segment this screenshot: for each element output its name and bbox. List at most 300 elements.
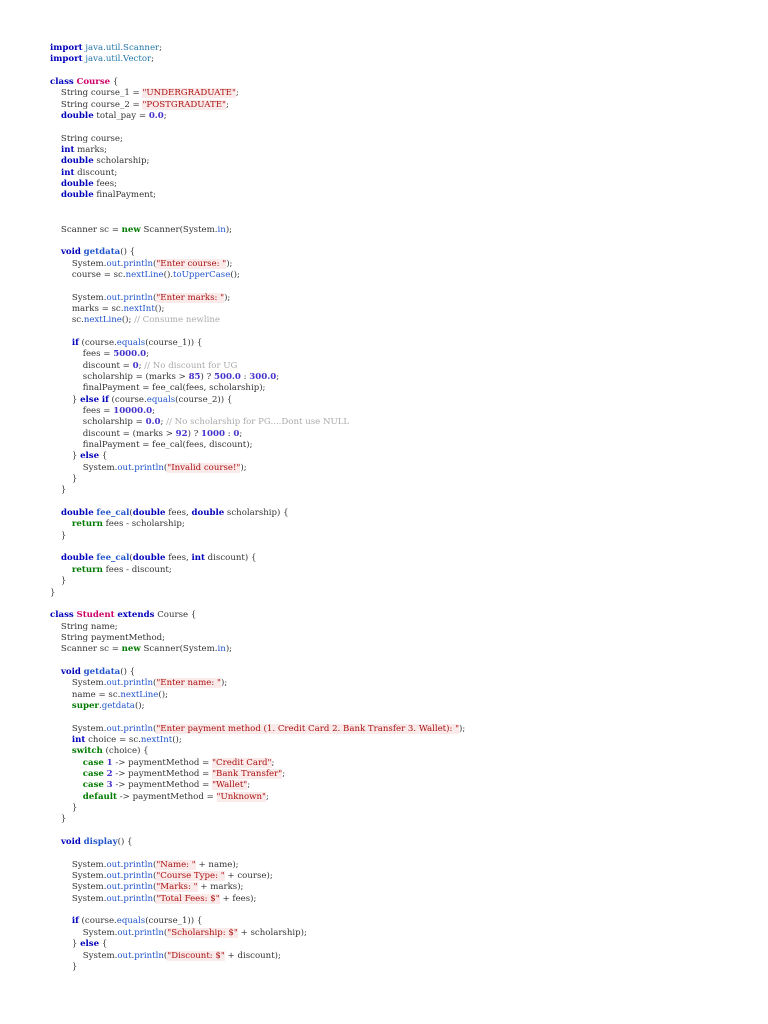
code-line — [50, 644, 465, 655]
code-token: double — [60, 190, 94, 201]
code-token: (). — [163, 269, 174, 280]
code-line — [50, 361, 465, 372]
code-token: int — [191, 553, 205, 564]
code-token: 3 — [106, 780, 113, 791]
code-token: Scanner(System. — [140, 644, 218, 655]
code-token: } — [50, 814, 67, 825]
code-line — [50, 588, 465, 599]
code-line — [50, 690, 465, 701]
code-token: System. — [50, 859, 107, 870]
code-token: double — [60, 553, 94, 564]
code-token: getdata — [101, 700, 135, 711]
code-token: discount = — [50, 360, 133, 371]
code-token: Student — [76, 610, 115, 621]
code-token: out — [106, 893, 121, 904]
code-token: System. — [50, 927, 118, 938]
code-token — [50, 519, 72, 529]
code-token: "Course Type: " — [156, 871, 225, 882]
code-token: System. — [50, 882, 107, 893]
code-line — [50, 701, 465, 712]
code-token: : — [224, 428, 234, 439]
code-token: println — [123, 678, 153, 689]
code-line — [50, 270, 465, 281]
code-token: nextLine — [120, 689, 159, 700]
code-token: scholarship = — [50, 417, 146, 428]
code-token: else — [80, 451, 100, 462]
code-token: fees - discount; — [102, 564, 172, 575]
code-token: out — [117, 927, 132, 938]
code-token: "Enter course: " — [156, 258, 227, 269]
code-token: } — [50, 587, 56, 598]
code-token: else — [80, 394, 100, 405]
code-token: case — [82, 769, 104, 779]
code-token: ; — [159, 43, 163, 53]
code-token: switch — [71, 746, 103, 757]
code-token: String name; — [50, 621, 118, 632]
code-line — [50, 882, 465, 893]
code-token: if — [71, 337, 79, 348]
code-token: . — [131, 462, 135, 473]
code-token: int — [60, 145, 75, 156]
code-token: println — [123, 258, 153, 269]
code-token: case — [82, 780, 104, 791]
code-line — [50, 746, 465, 757]
code-token: // Consume newline — [134, 315, 220, 326]
code-token: 1 — [106, 757, 113, 768]
code-token: if — [71, 916, 79, 927]
code-token: (course. — [78, 337, 117, 348]
code-token — [50, 780, 83, 790]
code-token: Scanner sc = — [50, 644, 122, 655]
code-token — [50, 247, 61, 257]
code-token: ; — [266, 791, 269, 802]
code-token — [50, 553, 61, 563]
code-token: if — [101, 394, 109, 405]
code-token: ; — [138, 360, 145, 371]
code-token: out — [106, 859, 121, 870]
code-token: // No discount for UG — [144, 360, 238, 371]
code-line — [50, 293, 465, 304]
code-token: System. — [50, 292, 107, 303]
code-line — [50, 508, 465, 519]
code-token: println — [134, 927, 164, 938]
code-token: equals — [116, 337, 146, 348]
code-line — [50, 451, 465, 462]
code-token: class — [50, 610, 74, 621]
code-token: 10000.0 — [113, 406, 153, 416]
code-token: 2 — [106, 769, 113, 779]
code-token: (); — [121, 315, 135, 326]
code-token: double — [60, 111, 94, 122]
code-token — [50, 508, 61, 518]
code-token: ; — [276, 371, 280, 382]
code-token: (); — [154, 303, 165, 314]
code-token: import — [50, 43, 83, 53]
code-token: } — [50, 939, 81, 950]
code-token: () { — [120, 247, 136, 258]
code-token: { — [110, 77, 119, 88]
code-token: . — [120, 859, 124, 870]
code-token: . — [120, 893, 124, 904]
code-token: ) ? — [187, 428, 202, 439]
code-token: double — [191, 508, 225, 519]
code-token: total_pay = — [93, 111, 149, 122]
code-token: } — [50, 803, 78, 814]
code-token: ( — [152, 882, 157, 893]
code-token: in — [217, 224, 226, 235]
code-line — [50, 497, 465, 508]
code-token: -> paymentMethod = — [112, 780, 213, 791]
code-token: out — [117, 950, 132, 961]
code-token: ; — [146, 349, 150, 360]
code-line — [50, 395, 465, 406]
code-line — [50, 599, 465, 610]
code-token: ( — [152, 258, 157, 269]
code-token: + fees); — [219, 893, 257, 904]
code-line — [50, 485, 465, 496]
code-token: "Discount: $" — [167, 950, 225, 961]
code-token: discount; — [74, 167, 118, 178]
code-line — [50, 633, 465, 644]
code-line — [50, 281, 465, 292]
code-line — [50, 792, 465, 803]
code-token: void — [60, 247, 81, 258]
code-line — [50, 88, 465, 99]
code-line — [50, 66, 465, 77]
code-token: new — [121, 224, 141, 235]
code-token: nextInt — [123, 303, 155, 314]
code-token: (); — [172, 734, 182, 745]
code-token: marks; — [74, 145, 108, 156]
code-token: "POSTGRADUATE" — [142, 99, 226, 110]
code-token: println — [123, 882, 153, 893]
code-token — [50, 190, 61, 200]
code-token: ; — [271, 757, 275, 768]
code-token: double — [60, 508, 94, 519]
code-line — [50, 519, 465, 530]
code-token: else — [80, 939, 100, 950]
code-token: } — [50, 576, 67, 587]
code-token: (course. — [108, 394, 147, 405]
code-line — [50, 383, 465, 394]
code-token: } — [50, 961, 78, 972]
code-token: ( — [152, 292, 157, 303]
code-token: (); — [158, 689, 168, 700]
code-token — [50, 792, 83, 802]
code-token: out — [106, 258, 121, 269]
code-line — [50, 349, 465, 360]
code-line — [50, 429, 465, 440]
code-line — [50, 111, 465, 122]
code-token: double — [60, 156, 94, 167]
code-token: ) ? — [200, 371, 214, 382]
code-token: ; — [235, 88, 239, 99]
code-line — [50, 758, 465, 769]
code-token: toUpperCase — [173, 269, 231, 280]
code-token — [50, 156, 61, 166]
code-token: ( — [152, 723, 157, 734]
code-token: "Enter marks: " — [156, 292, 225, 303]
code-token: { — [99, 451, 108, 462]
code-line — [50, 656, 465, 667]
code-line — [50, 327, 465, 338]
code-line — [50, 826, 465, 837]
code-token: System. — [50, 258, 107, 269]
code-token: (course. — [78, 916, 117, 927]
code-token: display — [83, 837, 118, 848]
code-token: nextInt — [140, 734, 173, 745]
code-line — [50, 712, 465, 723]
code-token: "Wallet" — [212, 780, 248, 791]
code-token: + name); — [195, 859, 239, 870]
code-token — [50, 338, 72, 348]
code-token: "Credit Card" — [212, 757, 272, 768]
code-line — [50, 860, 465, 871]
code-token: ( — [163, 462, 168, 473]
code-token: int — [71, 734, 86, 745]
code-token: (course_2)) { — [175, 394, 233, 405]
code-line — [50, 304, 465, 315]
code-token — [50, 735, 72, 745]
code-token: -> paymentMethod = — [112, 757, 213, 768]
code-token: scholarship; — [93, 156, 150, 167]
code-token: println — [134, 462, 164, 473]
code-token: } — [50, 530, 67, 541]
code-token — [50, 837, 61, 847]
code-token: out — [106, 871, 121, 882]
code-line — [50, 190, 465, 201]
code-token: ); — [220, 678, 228, 689]
code-token: // No scholarship for PG....Dont use NULL — [166, 417, 350, 428]
code-token: ); — [459, 723, 466, 734]
code-line — [50, 77, 465, 88]
code-token — [50, 916, 72, 926]
code-token: Course — [76, 77, 111, 88]
code-token: } — [50, 485, 67, 496]
code-token: String course; — [50, 133, 123, 144]
code-token: . — [120, 292, 124, 303]
code-token: nextLine — [125, 269, 164, 280]
code-token: println — [123, 871, 153, 882]
code-token: import — [50, 54, 83, 65]
code-token: Scanner(System. — [140, 224, 218, 235]
code-token: java.util.Vector — [85, 54, 152, 65]
code-token: ( — [152, 893, 157, 904]
code-line — [50, 406, 465, 417]
code-line — [50, 553, 465, 564]
code-token: fees - scholarship; — [102, 519, 185, 530]
code-token: ( — [129, 508, 133, 519]
code-token: out — [106, 292, 121, 303]
code-token: ( — [152, 678, 157, 689]
code-line — [50, 259, 465, 270]
code-token — [50, 746, 72, 756]
code-token: getdata — [83, 247, 121, 258]
code-token: (); — [134, 700, 145, 711]
code-token: ; — [225, 99, 229, 110]
code-token: choice = sc. — [85, 734, 141, 745]
code-token: 300.0 — [249, 371, 277, 382]
code-token: . — [120, 678, 124, 689]
code-token: "Scholarship: $" — [167, 927, 238, 938]
code-token: "Enter name: " — [156, 678, 221, 689]
code-token: System. — [50, 678, 107, 689]
code-token: String course_2 = — [50, 99, 143, 110]
code-token — [50, 145, 61, 155]
code-token: "UNDERGRADUATE" — [142, 88, 236, 99]
code-line — [50, 871, 465, 882]
code-token: "Bank Transfer" — [212, 769, 283, 779]
code-token — [50, 111, 61, 121]
code-token: course = sc. — [50, 269, 126, 280]
code-token — [50, 667, 61, 677]
code-line — [50, 916, 465, 927]
code-line — [50, 951, 465, 962]
code-token: println — [134, 950, 164, 961]
code-token: java.util.Scanner — [85, 43, 160, 53]
code-token: ); — [226, 258, 233, 269]
code-token: ); — [240, 462, 247, 473]
code-token: + marks); — [197, 882, 244, 893]
code-token: : — [240, 371, 250, 382]
code-line — [50, 168, 465, 179]
code-token: fee_cal — [96, 508, 130, 519]
code-token: extends — [117, 610, 155, 621]
code-token: + discount); — [224, 950, 281, 961]
code-line — [50, 43, 465, 54]
code-token: finalPayment = fee_cal(fees, discount); — [50, 440, 253, 451]
code-token: "Invalid course!" — [167, 462, 241, 473]
code-token: "Name: " — [156, 859, 196, 870]
code-line — [50, 576, 465, 587]
code-token: double — [132, 553, 166, 564]
code-token: . — [131, 927, 135, 938]
code-line — [50, 236, 465, 247]
code-line — [50, 179, 465, 190]
code-token: 0 — [233, 428, 240, 439]
code-token: ; — [160, 417, 167, 428]
code-token: class — [50, 77, 74, 88]
code-token: println — [123, 893, 153, 904]
code-token: ; — [247, 780, 251, 791]
code-token: scholarship) { — [224, 508, 289, 519]
code-token: System. — [50, 893, 107, 904]
code-token: + course); — [224, 871, 273, 882]
code-token: ; — [152, 406, 155, 416]
code-line — [50, 474, 465, 485]
code-line — [50, 440, 465, 451]
code-token: 0.0 — [148, 111, 164, 122]
code-token: scholarship = (marks > — [50, 371, 189, 382]
code-token: ); — [225, 224, 233, 235]
code-line — [50, 939, 465, 950]
code-line — [50, 803, 465, 814]
code-token: (course_1)) { — [145, 337, 203, 348]
code-token: sc. — [50, 315, 84, 326]
code-token: ; — [282, 769, 286, 779]
code-token: finalPayment = fee_cal(fees, scholarship); — [50, 383, 266, 394]
code-line — [50, 848, 465, 859]
code-line — [50, 145, 465, 156]
code-token: Scanner sc = — [50, 224, 122, 235]
code-token: . — [131, 950, 135, 961]
code-line — [50, 780, 465, 791]
code-token: fees = — [50, 349, 114, 360]
code-line — [50, 724, 465, 735]
code-token: } — [50, 474, 78, 485]
code-line — [50, 417, 465, 428]
code-token: fees; — [93, 179, 118, 190]
code-token: 1000 — [201, 428, 225, 439]
code-token — [50, 168, 61, 178]
code-token — [50, 701, 72, 711]
code-line — [50, 610, 465, 621]
code-token: System. — [50, 462, 118, 473]
code-token: marks = sc. — [50, 303, 124, 314]
code-token: ); — [224, 292, 231, 303]
code-token: 5000.0 — [113, 349, 147, 360]
code-token: nextLine — [83, 315, 122, 326]
code-line — [50, 678, 465, 689]
code-token: + scholarship); — [237, 927, 307, 938]
code-line — [50, 202, 465, 213]
code-token: println — [123, 723, 153, 734]
code-token: (choice) { — [102, 746, 149, 757]
code-token: ( — [152, 859, 157, 870]
code-line — [50, 247, 465, 258]
code-token: (); — [230, 269, 240, 280]
code-token: fees = — [50, 406, 114, 416]
code-listing — [50, 43, 465, 973]
code-line — [50, 100, 465, 111]
code-token: super — [71, 700, 99, 711]
code-token: return — [71, 564, 103, 575]
code-token: default — [82, 791, 118, 802]
code-line — [50, 905, 465, 916]
code-token — [50, 758, 83, 768]
code-line — [50, 735, 465, 746]
code-token: 92 — [175, 428, 188, 439]
code-token: . — [120, 723, 124, 734]
code-line — [50, 622, 465, 633]
code-token: in — [217, 644, 226, 655]
code-token: double — [60, 179, 94, 190]
code-token: println — [123, 859, 153, 870]
code-token: 0.0 — [145, 417, 161, 428]
code-token: void — [60, 837, 81, 848]
code-line — [50, 213, 465, 224]
code-token: ( — [129, 553, 133, 564]
code-token: ( — [152, 871, 157, 882]
code-line — [50, 463, 465, 474]
code-token — [50, 179, 61, 189]
code-token: out — [106, 882, 121, 893]
code-token: "Unknown" — [216, 791, 266, 802]
code-token: . — [120, 871, 124, 882]
code-token: System. — [50, 723, 107, 734]
code-token — [50, 769, 83, 779]
code-token: fee_cal — [96, 553, 130, 564]
code-token: fees, — [165, 508, 192, 519]
code-token: . — [98, 700, 102, 711]
code-token: "Total Fees: $" — [156, 893, 220, 904]
code-token: case — [82, 757, 104, 768]
code-token: { — [99, 939, 108, 950]
code-token — [50, 565, 72, 575]
code-token: int — [60, 167, 75, 178]
code-line — [50, 372, 465, 383]
code-line — [50, 315, 465, 326]
